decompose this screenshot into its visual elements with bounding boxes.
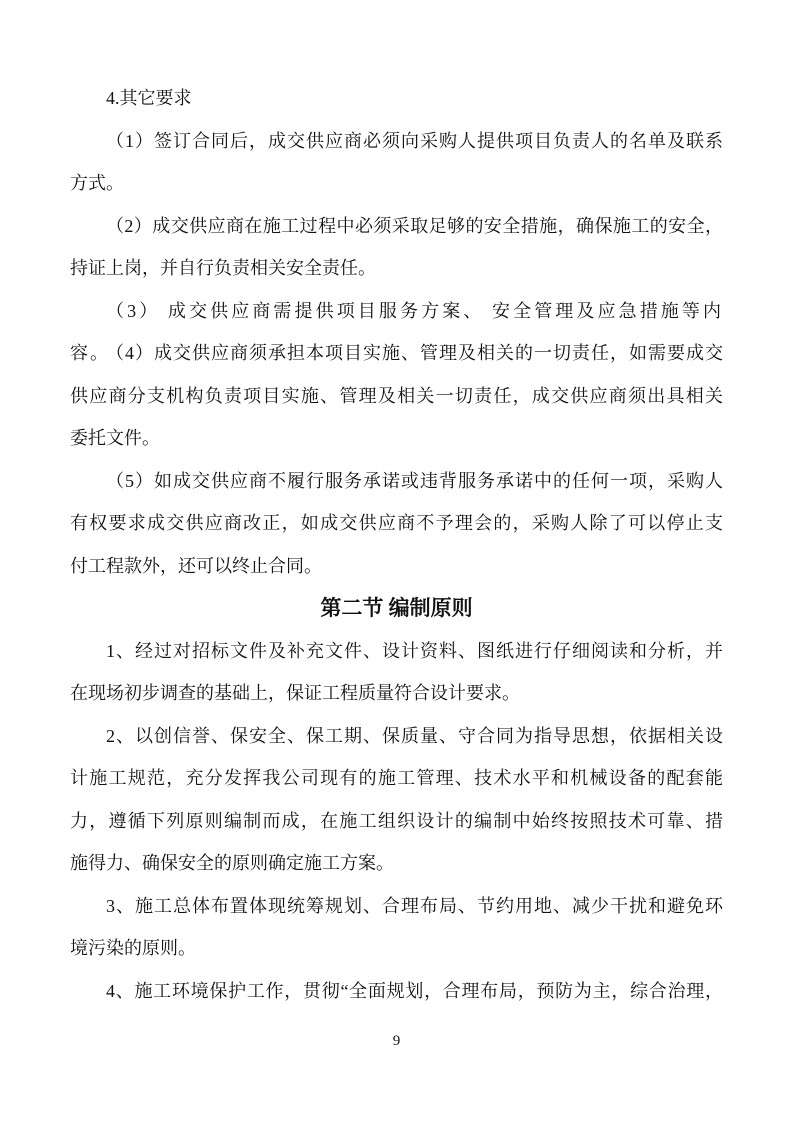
document-body <box>70 77 723 1012</box>
text-line: 3、施工总体布置体现统筹规划、合理布局、节约用地、减少干扰和避免环 <box>106 895 723 916</box>
text-line: 付工程款外，还可以终止合同。 <box>70 555 322 576</box>
text-line: 境污染的原则。 <box>70 938 196 958</box>
text-line: （3） 成交供应商需提供项目服务方案、 安全管理及应急措施等内容。 <box>70 300 723 363</box>
text-line: 方式。 <box>70 173 124 193</box>
text-line: 1、经过对招标文件及补充文件、设计资料、图纸进行仔细阅读和分析，并 <box>106 640 723 661</box>
text-line: （4）成交供应商须承担本项目实施、管理及相关的一切责任，如需要成交 <box>106 343 723 363</box>
text-line: 持证上岗，并自行负责相关安全责任。 <box>70 258 376 278</box>
text-line: 施得力、确保安全的原则确定施工方案。 <box>70 853 394 873</box>
text-line: 在现场初步调查的基础上，保证工程质量符合设计要求。 <box>70 683 520 703</box>
text-line: 委托文件。 <box>70 428 160 448</box>
section-heading: 第二节 编制原则 <box>320 596 473 620</box>
text-line: （5）如成交供应商不履行服务承诺或违背服务承诺中的任何一项，采购人 <box>106 470 723 491</box>
text-line: （1）签订合同后，成交供应商必须向采购人提供项目负责人的名单及联系 <box>106 130 723 151</box>
text-line: 有权要求成交供应商改正，如成交供应商不予理会的，采购人除了可以停止支 <box>70 513 723 533</box>
text-line: 供应商分支机构负责项目实施、管理及相关一切责任，成交供应商须出具相关 <box>70 385 723 406</box>
text-line: 4.其它要求 <box>106 88 192 108</box>
text-line: 2、以创信誉、保安全、保工期、保质量、守合同为指导思想，依据相关设 <box>106 725 723 746</box>
page-number: 9 <box>392 1033 401 1049</box>
text-line: 4、施工环境保护工作，贯彻“全面规划，合理布局，预防为主，综合治理， <box>106 980 723 1001</box>
text-line: （2）成交供应商在施工过程中必须采取足够的安全措施，确保施工的安全， <box>106 215 723 236</box>
text-line: 力，遵循下列原则编制而成，在施工组织设计的编制中始终按照技术可靠、措 <box>70 810 723 831</box>
text-line: 计施工规范，充分发挥我公司现有的施工管理、技术水平和机械设备的配套能 <box>70 768 723 788</box>
